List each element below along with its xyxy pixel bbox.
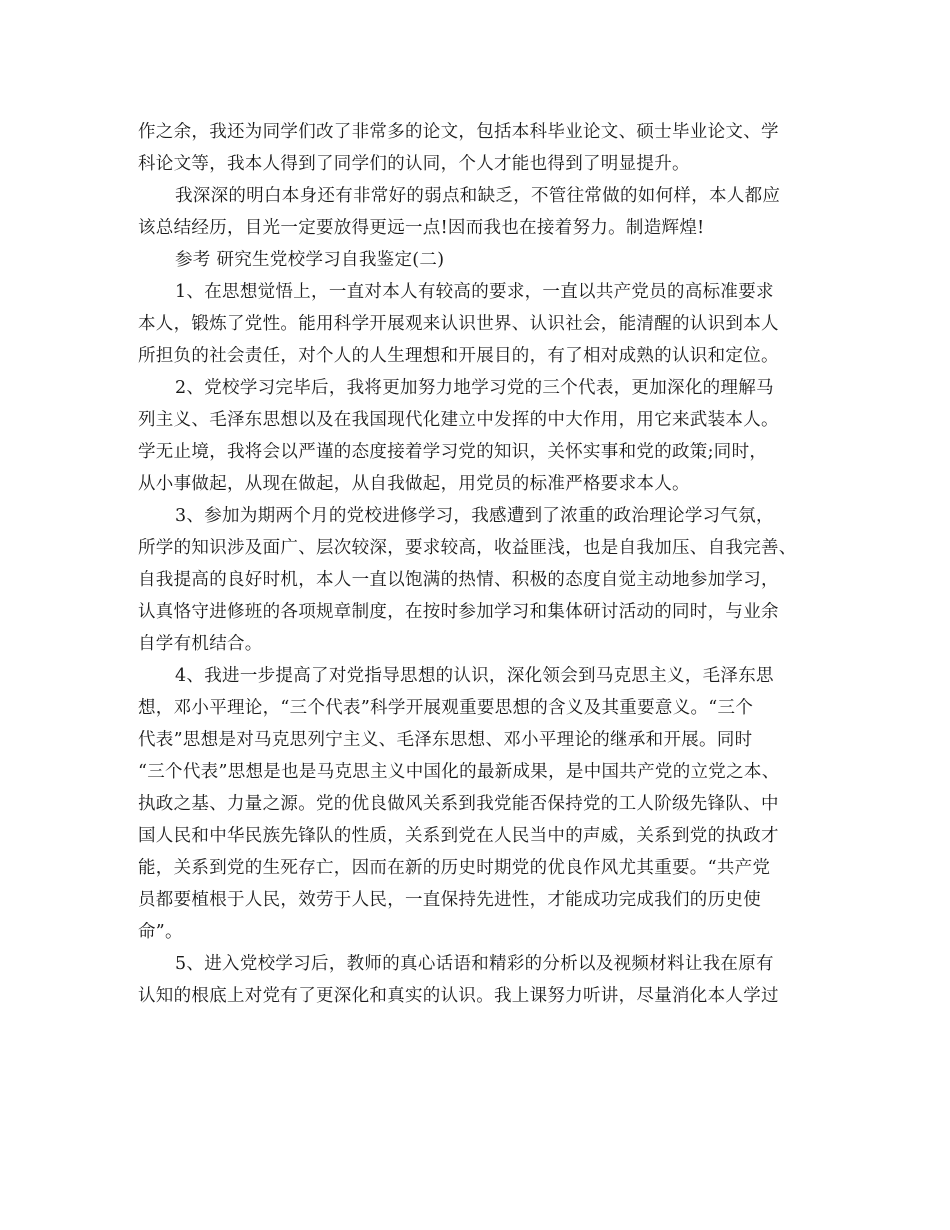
text-line: 执政之基、力量之源。党的优良做风关系到我党能否保持党的工人阶级先锋队、中: [138, 794, 779, 814]
text-line: 能，关系到党的生死存亡，因而在新的历史时期党的优良作风尤其重要。“共产党: [138, 858, 771, 878]
text-line: 作之余，我还为同学们改了非常多的论文，包括本科毕业论文、硕士毕业论文、学: [138, 122, 779, 142]
text-line: 2、党校学习完毕后，我将更加努力地学习党的三个代表，更加深化的理解马: [175, 378, 774, 398]
text-line: 认知的根底上对党有了更深化和真实的认识。我上课努力听讲，尽量消化本人学过: [138, 986, 779, 1006]
paragraph-item-5: [138, 948, 828, 1012]
text-line: 3、参加为期两个月的党校进修学习，我感遭到了浓重的政治理论学习气氛，: [175, 506, 774, 526]
text-line: 员都要植根于人民，效劳于人民，一直保持先进性，才能成功完成我们的历史使: [138, 890, 761, 910]
text-line: 自学有机结合。: [138, 634, 263, 654]
text-line: 所担负的社会责任，对个人的人生理想和开展目的，有了相对成熟的认识和定位。: [138, 346, 779, 366]
text-line: “三个代表”思想是也是马克思主义中国化的最新成果，是中国共产党的立党之本、: [138, 762, 780, 782]
text-line: 国人民和中华民族先锋队的性质，关系到党在人民当中的声威，关系到党的执政才: [138, 826, 779, 846]
document-body: [138, 116, 828, 1012]
text-line: 1、在思想觉悟上，一直对本人有较高的要求，一直以共产党员的高标准要求: [175, 282, 774, 302]
paragraph-item-2: [138, 372, 828, 500]
text-line: 从小事做起，从现在做起，从自我做起，用党员的标准严格要求本人。: [138, 474, 690, 494]
text-line: 本人，锻炼了党性。能用科学开展观来认识世界、认识社会，能清醒的认识到本人: [138, 314, 779, 334]
paragraph-continuation: [138, 116, 828, 180]
text-line: 该总结经历，目光一定要放得更远一点!因而我也在接着努力。制造辉煌!: [138, 218, 705, 238]
text-line: 自我提高的良好时机，本人一直以饱满的热情、积极的态度自觉主动地参加学习，: [138, 570, 779, 590]
text-line: 学无止境，我将会以严谨的态度接着学习党的知识，关怀实事和党的政策;同时，: [138, 442, 768, 462]
section-heading: [138, 244, 828, 276]
text-line: 4、我进一步提高了对党指导思想的认识，深化领会到马克思主义，毛泽东思: [175, 666, 774, 686]
paragraph-item-4: [138, 660, 828, 948]
section-title: 参考 研究生党校学习自我鉴定(二): [175, 250, 445, 270]
paragraph-item-3: [138, 500, 828, 660]
paragraph-self-reflection: [138, 180, 828, 244]
text-line: 认真恪守进修班的各项规章制度，在按时参加学习和集体研讨活动的同时，与业余: [138, 602, 779, 622]
text-line: 想，邓小平理论，“三个代表”科学开展观重要思想的含义及其重要意义。“三个: [138, 698, 754, 718]
text-line: 5、进入党校学习后，教师的真心话语和精彩的分析以及视频材料让我在原有: [175, 954, 774, 974]
text-line: 科论文等，我本人得到了同学们的认同，个人才能也得到了明显提升。: [138, 154, 690, 174]
text-line: 所学的知识涉及面广、层次较深，要求较高，收益匪浅，也是自我加压、自我完善、: [138, 538, 797, 558]
text-line: 列主义、毛泽东思想以及在我国现代化建立中发挥的中大作用，用它来武装本人。: [138, 410, 779, 430]
text-line: 命”。: [138, 922, 183, 942]
paragraph-item-1: [138, 276, 828, 372]
text-line: 我深深的明白本身还有非常好的弱点和缺乏，不管往常做的如何样，本人都应: [175, 186, 781, 206]
text-line: 代表”思想是对马克思列宁主义、毛泽东思想、邓小平理论的继承和开展。同时: [138, 730, 753, 750]
